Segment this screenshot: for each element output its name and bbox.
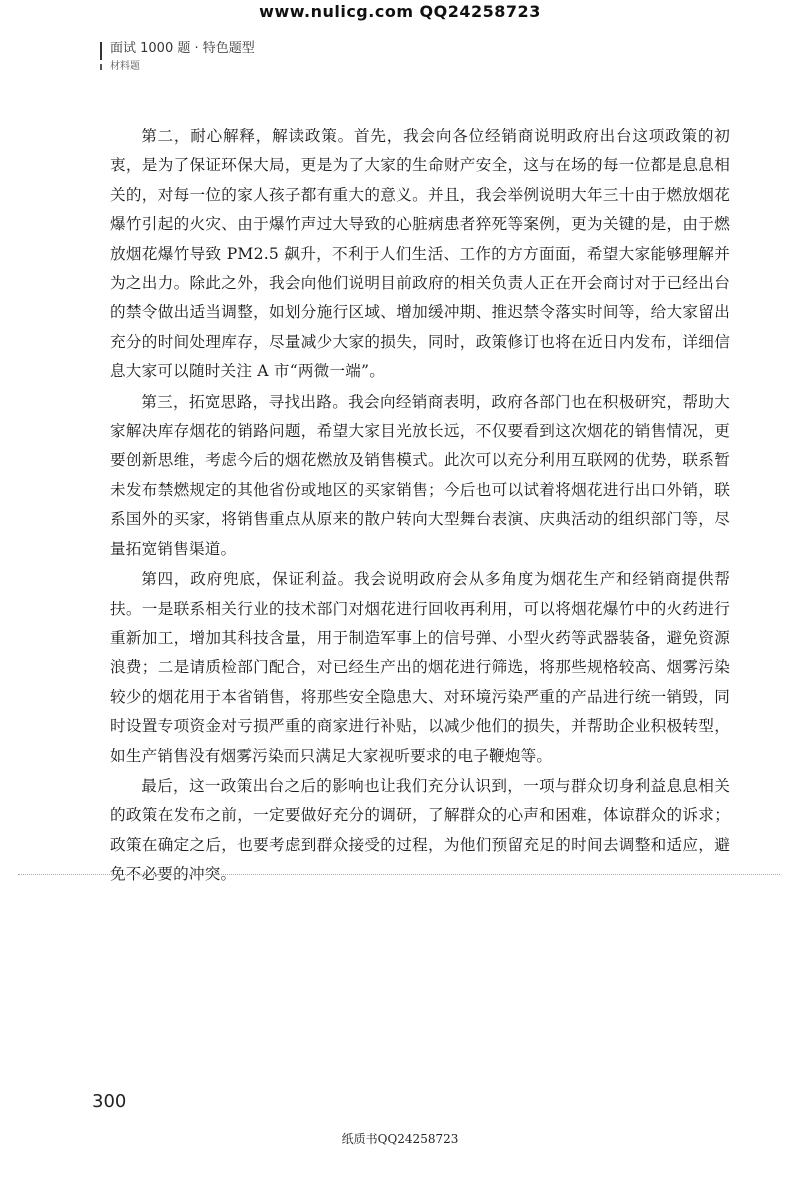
section-subtitle: 材料题 bbox=[110, 61, 140, 72]
top-watermark: www.nulicg.com QQ24258723 bbox=[259, 2, 541, 21]
running-header bbox=[100, 38, 255, 74]
book-title: 面试 1000 题 · 特色题型 bbox=[110, 41, 255, 56]
bottom-watermark: 纸质书QQ24258723 bbox=[341, 1132, 459, 1146]
paragraph-second-point: 第二，耐心解释，解读政策。首先，我会向各位经销商说明政府出台这项政策的初衷，是为了保证环保大局，更是为了大家的生命财产安全，这与在场的每一位都是息息相关的，对每一位的家人孩子都有重大的意义。并且，我会举例说明大年三十由于燃放烟花爆竹引起的火灾、由于爆竹声过大导致的心脏病患者猝死等案例，更为关键的是，由于燃放烟花爆竹导致 PM2.5 飙升，不利于人们生活、工作的方方面面，希望大家能够理解并为之出力。除此之外，我会向他们说明目前政府的相关负责人正在开会商讨对于已经出台的禁令做出适当调整，如划分施行区域、增加缓冲期、推迟禁令落实时间等，给大家留出充分的时间处理库存，尽量减少大家的损失，同时，政策修订也将在近日内发布，详细信息大家可以随时关注 A 市“两微一端”。 bbox=[110, 127, 730, 381]
scan-artifact-line bbox=[18, 874, 780, 875]
paragraph-fourth-point: 第四，政府兜底，保证利益。我会说明政府会从多角度为烟花生产和经销商提供帮扶。一是联系相关行业的技术部门对烟花进行回收再利用，可以将烟花爆竹中的火药进行重新加工，增加其科技含量，用于制造军事上的信号弹、小型火药等武器装备，避免资源浪费；二是请质检部门配合，对已经生产出的烟花进行筛选，将那些规格较高、烟雾污染较少的烟花用于本省销售，将那些安全隐患大、对环境污染严重的产品进行统一销毁，同时设置专项资金对亏损严重的商家进行补贴，以减少他们的损失，并帮助企业积极转型，如生产销售没有烟雾污染而只满足大家视听要求的电子鞭炮等。 bbox=[110, 570, 730, 765]
header-divider-bar bbox=[100, 42, 102, 60]
paragraph-conclusion: 最后，这一政策出台之后的影响也让我们充分认识到，一项与群众切身利益息息相关的政策在发布之前，一定要做好充分的调研，了解群众的心声和困难，体谅群众的诉求；政策在确定之后，也要考虑到群众接受的过程，为他们预留充足的时间去调整和适应，避免不必要的冲突。 bbox=[110, 776, 730, 884]
page-number: 300 bbox=[92, 1091, 127, 1112]
paragraph-third-point: 第三，拓宽思路，寻找出路。我会向经销商表明，政府各部门也在积极研究，帮助大家解决库存烟花的销路问题，希望大家目光放长远，不仅要看到这次烟花的销售情况，更要创新思维，考虑今后的烟花燃放及销售模式。此次可以充分利用互联网的优势，联系暂未发布禁燃规定的其他省份或地区的买家销售；今后也可以试着将烟花进行出口外销，联系国外的买家，将销售重点从原来的散户转向大型舞台表演、庆典活动的组织部门等，尽量拓宽销售渠道。 bbox=[110, 392, 730, 558]
body-text bbox=[110, 122, 730, 891]
header-tick-mark bbox=[100, 64, 102, 70]
